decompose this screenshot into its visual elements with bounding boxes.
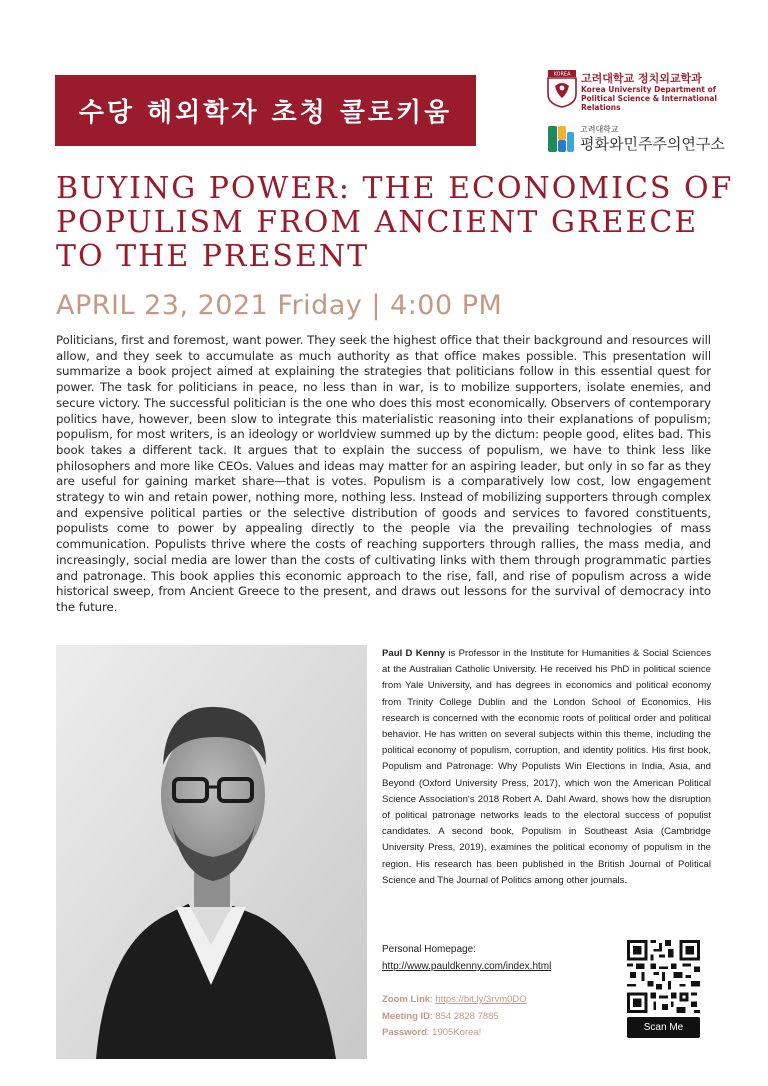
speaker-portrait-icon <box>56 645 367 1059</box>
speaker-bio-text: is Professor in the Institute for Humanities & Social Sciences at the Australian Catholic University. He received his PhD in political science from Yale University, and has degrees in economics and political economy from Trinity College Dublin and the London School of Economics. His research is concerned with the economic roots of political order and political behavior. He has written on several subjects within this theme, including the political economy of populism, corruption, and identity politics. His first book, Populism and Patronage: Why Populists Win Elections in India, Asia, and Beyond (Oxford University Press, 2017), which won the American Political Science Association's 2018 Robert A. Dahl Award, shows how the disruption of political patronage networks leads to the electoral success of populist candidates. A second book, Populism in Southeast Asia (Cambridge University Press, 2019), examines the political economy of populism in the region. His research has been published in the British Journal of Political Science and The Journal of Politics among other journals. <box>382 648 711 886</box>
korea-university-logo[interactable] <box>547 70 737 114</box>
homepage-link[interactable]: http://www.pauldkenny.com/index.html <box>382 961 552 972</box>
speaker-photo <box>56 645 367 1059</box>
password-value: 1905Korea! <box>432 1027 482 1038</box>
zoom-link-label: Zoom Link <box>382 994 431 1005</box>
zoom-link[interactable]: https://bit.ly/3rvm0DO <box>435 994 527 1005</box>
speaker-bio <box>382 646 711 889</box>
institute-university-label: 고려대학교 <box>580 125 619 134</box>
department-name-english-line2: Political Science & International Relations <box>581 94 717 112</box>
svg-text:KOREA: KOREA <box>553 71 571 78</box>
zoom-info <box>382 992 527 1042</box>
department-name-english-line1: Korea University Department of <box>581 85 716 94</box>
speaker-name: Paul D Kenny <box>382 648 446 659</box>
meeting-id-label: Meeting ID <box>382 1010 431 1022</box>
institute-name: 평화와민주주의연구소 <box>580 135 725 153</box>
zoom-link-row: Zoom Link: https://bit.ly/3rvm0DO <box>382 994 527 1005</box>
event-date: APRIL 23, 2021 Friday | 4:00 PM <box>56 290 503 321</box>
banner-title: 수당 해외학자 초청 콜로키움 <box>78 98 453 128</box>
meeting-id-row: Meeting ID: 854 2828 7885 <box>382 1010 499 1022</box>
event-abstract: Politicians, first and foremost, want power. They seek the highest office that their background and resources will allow, and they seek to accumulate as much authority as that office makes possible. This presentation will summarize a book project aimed at explaining the strategies that politicians follow in this essential quest for power. The task for politicians in peace, no less than in war, is to mobilize supporters, isolate enemies, and secure victory. The successful politician is the one who does this most economically. Observers of contemporary politics have, however, been slow to integrate this materialistic reasoning into their explanations of populism; populism, for most writers, is an ideology or worldview summed up by the dictum: people good, elites bad. This book takes a different tack. It argues that to explain the success of populism, we have to think less like philosophers and more like CEOs. Values and ideas may matter for an aspiring leader, but only in so far as they are useful for gaining market share—that is votes. Populism is a comparatively low cost, low engagement strategy to win and retain power, nothing more, nothing less. Instead of mobilizing supporters through complex and expensive political parties or the selective distribution of goods and services to favored constituents, populists come to power by appealing directly to the people via the prevailing technologies of mass communication. Populists thrive where the costs of reaching supporters through rallies, the mass media, and increasingly, social media are lower than the costs of cultivating links with them through programmatic parties and patronage. This book applies this economic approach to the rise, fall, and rise of populism across a wide historical sweep, from Ancient Greece to the present, and draws out lessons for the survival of democracy into the future. <box>56 333 711 614</box>
peace-democracy-institute-logo[interactable] <box>547 124 737 156</box>
password-label: Password <box>382 1027 427 1038</box>
qr-code-icon[interactable] <box>627 940 700 1013</box>
scan-me-button[interactable]: Scan Me <box>627 1017 700 1038</box>
korea-university-seal-icon <box>547 70 577 108</box>
homepage-label: Personal Homepage: <box>382 944 476 955</box>
event-banner <box>55 75 476 146</box>
password-row: Password: 1905Korea! <box>382 1027 482 1038</box>
meeting-id-value: 854 2828 7885 <box>435 1010 499 1022</box>
event-title: BUYING POWER: THE ECONOMICS OF POPULISM FROM ANCIENT GREECE TO THE PRESENT <box>56 171 734 274</box>
department-name-korean: 고려대학교 정치외교학과 <box>581 72 702 85</box>
pdi-logo-icon <box>547 124 575 154</box>
